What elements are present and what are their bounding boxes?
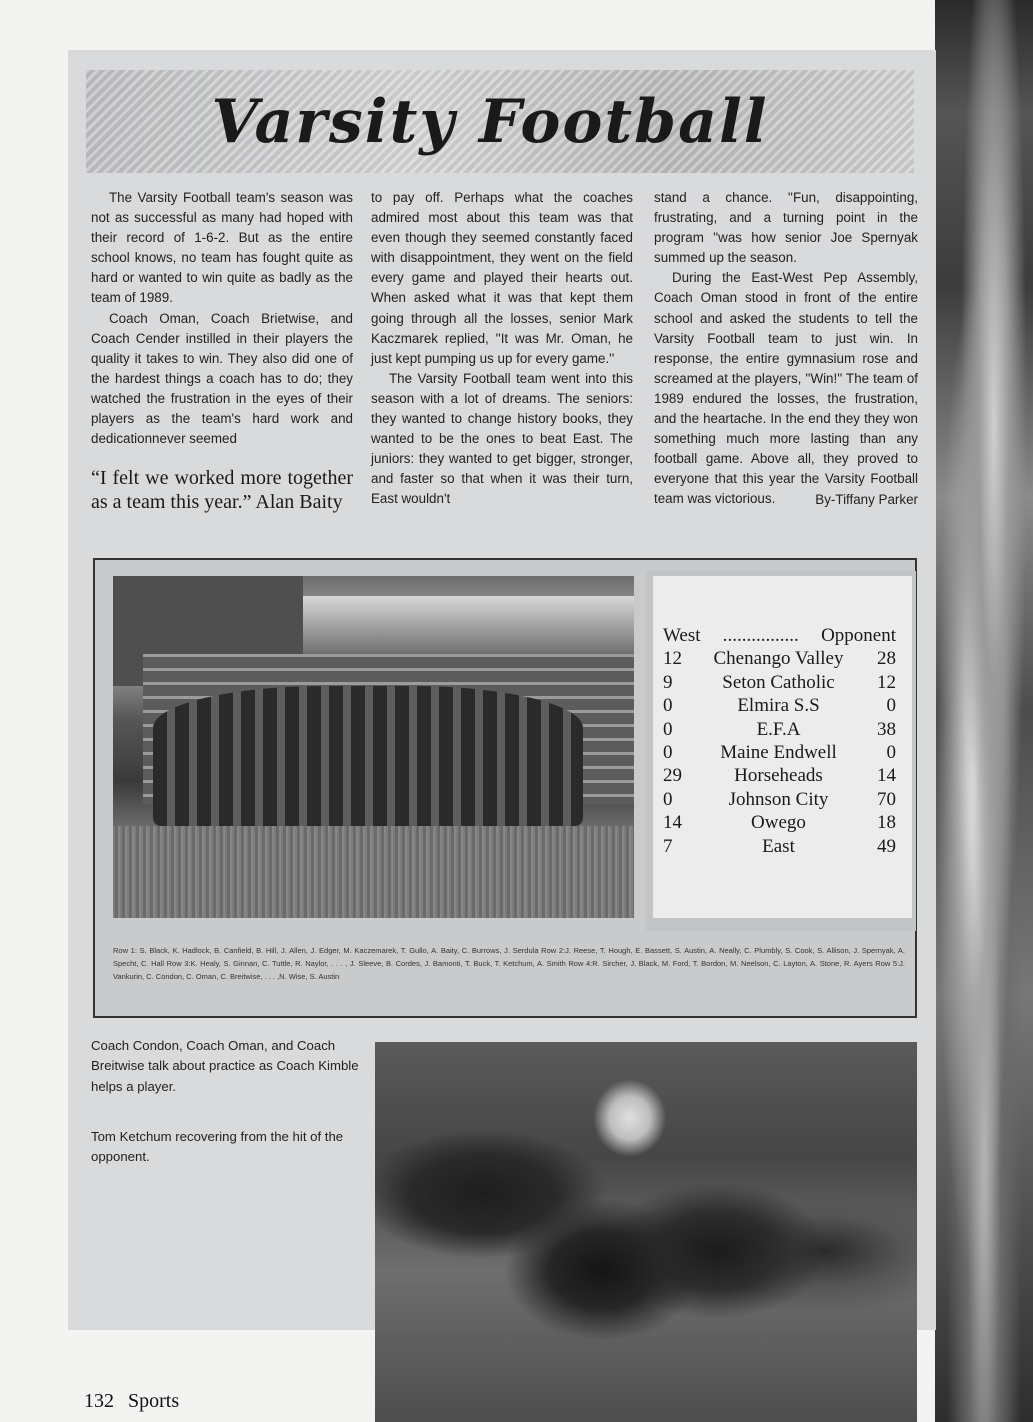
article-column-1 [91, 188, 353, 449]
team-photo [113, 576, 634, 918]
west-score: 12 [663, 648, 682, 670]
west-score: 9 [663, 671, 673, 693]
paragraph: Coach Oman, Coach Brietwise, and Coach Cender instilled in their players the quality it takes to win. They also did one of the hardest things a coach has to do; they watched the frustration in the eyes of their players as the team's hard work and dedicationnever seemed [91, 310, 353, 447]
scoreboard [653, 576, 912, 918]
bleed-photo [935, 0, 1033, 1422]
team-roster-caption: Row 1: S. Black, K. Hadlock, B. Canfield, B. Hill, J. Allen, J. Edger, M. Kaczemarek, T. Gullo, A. Baity, C. Burrows, J. Serdula Row 2:J. Reese, T. Hough, E. Bassett, S. Austin, A. Neally, C. Plumbly, S. Cook, S. Allison, J. Spernyak, A. Specht, C. Hall Row 3:K. Healy, S. Ginnan, C. Tuttle, R. Naylor, . . . , J. Sleeve, B. Cordes, J. Bamonti, T. Buck, T. Ketchum, A. Smith Row 4:R. Sircher, J. Black, M. Ford, T. Bordon, M. Neelson, C. Layton, A. Stone, R. Ayers Row 5:J. Vankurin, C. Condon, C. Oman, C. Breitwise, . . . ,N. Wise, S. Austin [113, 946, 905, 981]
coaches-photo [375, 1042, 917, 1422]
opponent-name: East [762, 835, 795, 857]
photo-team [153, 686, 583, 826]
opponent-score: 38 [877, 718, 896, 740]
opponent-name: Seton Catholic [722, 671, 835, 693]
opponent-name: Owego [751, 812, 806, 834]
scoreboard-header [663, 624, 896, 647]
score-row [663, 647, 896, 670]
paragraph: stand a chance. ''Fun, disappointing, frustrating, and a turning point in the program ''was how senior Joe Spernyak summed up the season. [654, 190, 918, 266]
opponent-score: 14 [877, 765, 896, 787]
opponent-name: Horseheads [734, 765, 823, 787]
header-west: West [663, 625, 701, 646]
opponent-score: 28 [877, 648, 896, 670]
folio [84, 1390, 193, 1413]
west-score: 7 [663, 835, 673, 857]
opponent-score: 12 [877, 671, 896, 693]
score-row [663, 835, 896, 858]
article-column-3 [654, 188, 918, 510]
score-row [663, 718, 896, 741]
pull-quote: “I felt we worked more together as a team this year.” Alan Baity [91, 467, 353, 513]
paragraph: The Varsity Football team went into this season with a lot of dreams. The seniors: they wanted to change history books, they wanted to be the ones to beat East. The juniors: they wanted to get bigger, stronger, and faster so that when it was their turn, East wouldn't [371, 370, 633, 507]
paragraph: During the East-West Pep Assembly, Coach Oman stood in front of the entire school and asked the students to tell the Varsity Football team to just win. In response, the entire gymnasium rose and screamed at the players, ''Win!'' The team of 1989 endured the losses, the frustration, and the heartache. In the end they they won something much more lasting than any football game. Above all, they proved to everyone that this year the Varsity Football team was victorious. [654, 270, 918, 507]
opponent-score: 0 [886, 695, 896, 717]
west-score: 29 [663, 765, 682, 787]
score-row [663, 741, 896, 764]
opponent-score: 18 [877, 812, 896, 834]
paragraph: The Varsity Football team's season was not as successful as many had hoped with their record of 1-6-2. But as the entire school knows, no team has fought quite as hard or wanted to win quite as badly as the team of 1989. [91, 190, 353, 306]
opponent-name: Elmira S.S [737, 695, 820, 717]
header-opponent: Opponent [821, 625, 896, 646]
west-score: 0 [663, 742, 673, 764]
score-row [663, 671, 896, 694]
opponent-name: E.F.A [756, 718, 801, 740]
opponent-score: 0 [886, 742, 896, 764]
west-score: 0 [663, 695, 673, 717]
score-row [663, 788, 896, 811]
page-title: Varsity Football [211, 86, 769, 157]
byline: By-Tiffany Parker [815, 491, 918, 507]
west-score: 0 [663, 788, 673, 810]
section-name: Sports [128, 1390, 180, 1412]
paragraph: to pay off. Perhaps what the coaches admired most about this team was that even though they seemed constantly faced with disappointment, they went on the field every game and played their hearts out. When asked what it was that kept them going through all the losses, senior Mark Kaczmarek replied, ''It was Mr. Oman, he just kept pumping us up for every game.'' [371, 190, 633, 366]
score-rows [663, 647, 896, 858]
score-row [663, 694, 896, 717]
west-score: 0 [663, 718, 673, 740]
photo-caption: Tom Ketchum recovering from the hit of the opponent. [91, 1129, 344, 1165]
article-column-2 [371, 188, 633, 510]
opponent-score: 70 [877, 788, 896, 810]
west-score: 14 [663, 812, 682, 834]
title-banner [86, 70, 914, 173]
opponent-name: Johnson City [728, 788, 829, 810]
header-dots: ................ [722, 625, 799, 646]
opponent-name: Maine Endwell [720, 742, 837, 764]
photo-grass [113, 826, 634, 918]
page-number: 132 [84, 1390, 114, 1412]
photo-caption: Coach Condon, Coach Oman, and Coach Breitwise talk about practice as Coach Kimble helps a player. [91, 1038, 359, 1094]
score-row [663, 811, 896, 834]
score-row [663, 764, 896, 787]
opponent-name: Chenango Valley [713, 648, 844, 670]
opponent-score: 49 [877, 835, 896, 857]
